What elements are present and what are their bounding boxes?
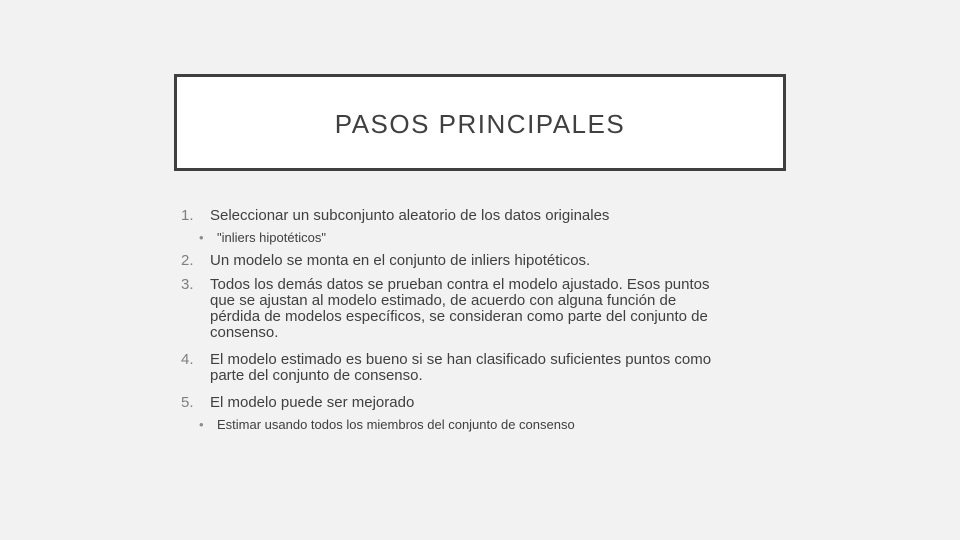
sub-item-text: Estimar usando todos los miembros del conjunto de consenso	[217, 417, 575, 432]
list-item-2	[181, 253, 801, 269]
item-text-line: que se ajustan al modelo estimado, de acuerdo con alguna función de	[210, 292, 677, 309]
numbered-list	[181, 208, 801, 433]
item-number: 1.	[181, 207, 194, 224]
bullet-icon: •	[199, 230, 204, 245]
sub-item-5	[181, 417, 801, 433]
item-text-line: Todos los demás datos se prueban contra el modelo ajustado. Esos puntos	[210, 276, 710, 293]
item-text-line: parte del conjunto de consenso.	[210, 367, 423, 384]
item-number: 5.	[181, 394, 194, 411]
list-item-1	[181, 208, 801, 224]
item-text: El modelo puede ser mejorado	[210, 394, 415, 411]
list-item-4	[181, 352, 801, 384]
item-text-line: El modelo estimado es bueno si se han clasificado suficientes puntos como	[210, 351, 712, 368]
item-number: 2.	[181, 252, 194, 269]
item-text: Seleccionar un subconjunto aleatorio de los datos originales	[210, 207, 610, 224]
item-text-line: consenso.	[210, 324, 279, 341]
title-box	[174, 74, 786, 171]
sub-item-1	[181, 230, 801, 246]
item-text: Un modelo se monta en el conjunto de inliers hipotéticos.	[210, 252, 591, 269]
slide-title: PASOS PRINCIPALES	[334, 109, 626, 139]
item-text	[210, 352, 801, 384]
item-number: 4.	[181, 351, 194, 368]
item-text	[210, 277, 801, 341]
bullet-icon: •	[199, 417, 204, 432]
item-text-line: pérdida de modelos específicos, se consideran como parte del conjunto de	[210, 308, 708, 325]
list-item-5	[181, 395, 801, 411]
sub-item-text: "inliers hipotéticos"	[217, 230, 326, 245]
list-item-3	[181, 277, 801, 341]
item-number: 3.	[181, 276, 194, 293]
